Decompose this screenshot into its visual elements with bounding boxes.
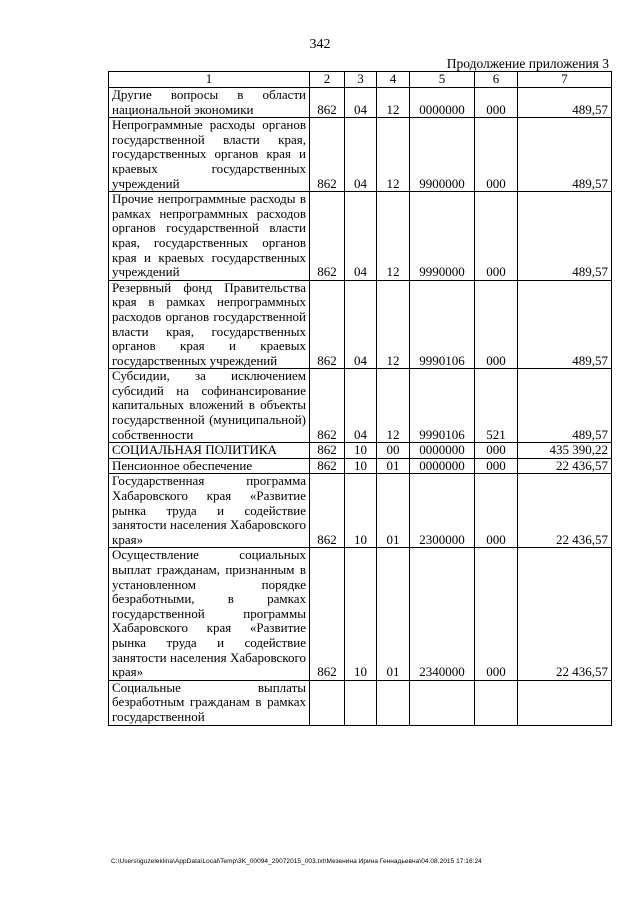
column-header: 1 — [109, 72, 310, 88]
amount-cell: 489,57 — [518, 280, 612, 369]
amount-cell — [518, 680, 612, 725]
file-path-footer: C:\Users\iguzeleklina\AppData\Local\Temp\3K_00094_29072015_003.txt\Мезенина Ирина Геннадьевна\04.08.2015 17:16:24 — [111, 858, 482, 865]
target-article-cell: 0000000 — [410, 443, 475, 459]
expense-name-cell: Прочие непрограммные расходы в рамках непрограммных расходов органов государственной власти края, государственных органов края и краевых государственных учреждений — [109, 192, 310, 281]
amount-cell: 22 436,57 — [518, 474, 612, 548]
subsection-cell: 12 — [377, 369, 410, 443]
table-row — [109, 88, 612, 118]
section-cell: 10 — [345, 474, 377, 548]
table-row — [109, 548, 612, 680]
expense-type-cell: 000 — [475, 192, 518, 281]
subsection-cell: 12 — [377, 88, 410, 118]
grbs-cell: 862 — [310, 458, 345, 474]
grbs-cell: 862 — [310, 280, 345, 369]
amount-cell: 489,57 — [518, 192, 612, 281]
expense-type-cell: 000 — [475, 458, 518, 474]
section-cell: 04 — [345, 192, 377, 281]
table-row — [109, 474, 612, 548]
grbs-cell: 862 — [310, 548, 345, 680]
expense-name-cell: Другие вопросы в области национальной экономики — [109, 88, 310, 118]
expense-name-cell: СОЦИАЛЬНАЯ ПОЛИТИКА — [109, 443, 310, 459]
subsection-cell: 12 — [377, 280, 410, 369]
expense-name-cell: Государственная программа Хабаровского края «Развитие рынка труда и содействие занятости населения Хабаровского края» — [109, 474, 310, 548]
subsection-cell: 01 — [377, 548, 410, 680]
expense-type-cell: 000 — [475, 443, 518, 459]
section-cell: 10 — [345, 458, 377, 474]
section-cell: 04 — [345, 280, 377, 369]
amount-cell: 22 436,57 — [518, 548, 612, 680]
amount-cell: 22 436,57 — [518, 458, 612, 474]
target-article-cell: 9990106 — [410, 369, 475, 443]
grbs-cell: 862 — [310, 88, 345, 118]
table-row — [109, 443, 612, 459]
expense-type-cell: 521 — [475, 369, 518, 443]
subsection-cell — [377, 680, 410, 725]
target-article-cell: 9900000 — [410, 118, 475, 192]
table-row — [109, 458, 612, 474]
amount-cell: 489,57 — [518, 118, 612, 192]
expense-type-cell: 000 — [475, 548, 518, 680]
grbs-cell: 862 — [310, 118, 345, 192]
table-row — [109, 192, 612, 281]
table-row — [109, 369, 612, 443]
section-cell: 04 — [345, 88, 377, 118]
target-article-cell — [410, 680, 475, 725]
grbs-cell — [310, 680, 345, 725]
table-header-row — [109, 72, 612, 88]
page-number: 342 — [309, 37, 331, 52]
target-article-cell: 2340000 — [410, 548, 475, 680]
target-article-cell: 9990000 — [410, 192, 475, 281]
grbs-cell: 862 — [310, 369, 345, 443]
section-cell: 10 — [345, 443, 377, 459]
continuation-caption: Продолжение приложения 3 — [446, 56, 609, 71]
column-header: 4 — [377, 72, 410, 88]
amount-cell: 489,57 — [518, 369, 612, 443]
expense-type-cell: 000 — [475, 474, 518, 548]
expense-name-cell: Непрограммные расходы органов государственной власти края, государственных органов края и краевых государственных учреждений — [109, 118, 310, 192]
subsection-cell: 12 — [377, 192, 410, 281]
expense-type-cell: 000 — [475, 88, 518, 118]
expense-type-cell: 000 — [475, 280, 518, 369]
subsection-cell: 01 — [377, 474, 410, 548]
expense-name-cell: Осуществление социальных выплат гражданам, признанным в установленном порядке безработными, в рамках государственной программы Хабаровского края «Развитие рынка труда и содействие занятости населения Хабаровского края» — [109, 548, 310, 680]
amount-cell: 489,57 — [518, 88, 612, 118]
expense-name-cell: Социальные выплаты безработным гражданам в рамках государственной — [109, 680, 310, 725]
subsection-cell: 00 — [377, 443, 410, 459]
target-article-cell: 0000000 — [410, 88, 475, 118]
column-header: 7 — [518, 72, 612, 88]
section-cell: 04 — [345, 118, 377, 192]
subsection-cell: 12 — [377, 118, 410, 192]
budget-table — [108, 71, 612, 726]
grbs-cell: 862 — [310, 474, 345, 548]
column-header: 2 — [310, 72, 345, 88]
target-article-cell: 2300000 — [410, 474, 475, 548]
table-row — [109, 280, 612, 369]
expense-name-cell: Пенсионное обеспечение — [109, 458, 310, 474]
table-row — [109, 118, 612, 192]
section-cell: 10 — [345, 548, 377, 680]
table-row — [109, 680, 612, 725]
column-header: 5 — [410, 72, 475, 88]
grbs-cell: 862 — [310, 443, 345, 459]
target-article-cell: 0000000 — [410, 458, 475, 474]
amount-cell: 435 390,22 — [518, 443, 612, 459]
column-header: 6 — [475, 72, 518, 88]
expense-name-cell: Резервный фонд Правительства края в рамках непрограммных расходов органов государственной власти края, государственных органов края и краевых государственных учреждений — [109, 280, 310, 369]
grbs-cell: 862 — [310, 192, 345, 281]
column-header: 3 — [345, 72, 377, 88]
expense-name-cell: Субсидии, за исключением субсидий на софинансирование капитальных вложений в объекты государственной (муниципальной) собственности — [109, 369, 310, 443]
expense-type-cell: 000 — [475, 118, 518, 192]
expense-type-cell — [475, 680, 518, 725]
target-article-cell: 9990106 — [410, 280, 475, 369]
section-cell — [345, 680, 377, 725]
subsection-cell: 01 — [377, 458, 410, 474]
section-cell: 04 — [345, 369, 377, 443]
